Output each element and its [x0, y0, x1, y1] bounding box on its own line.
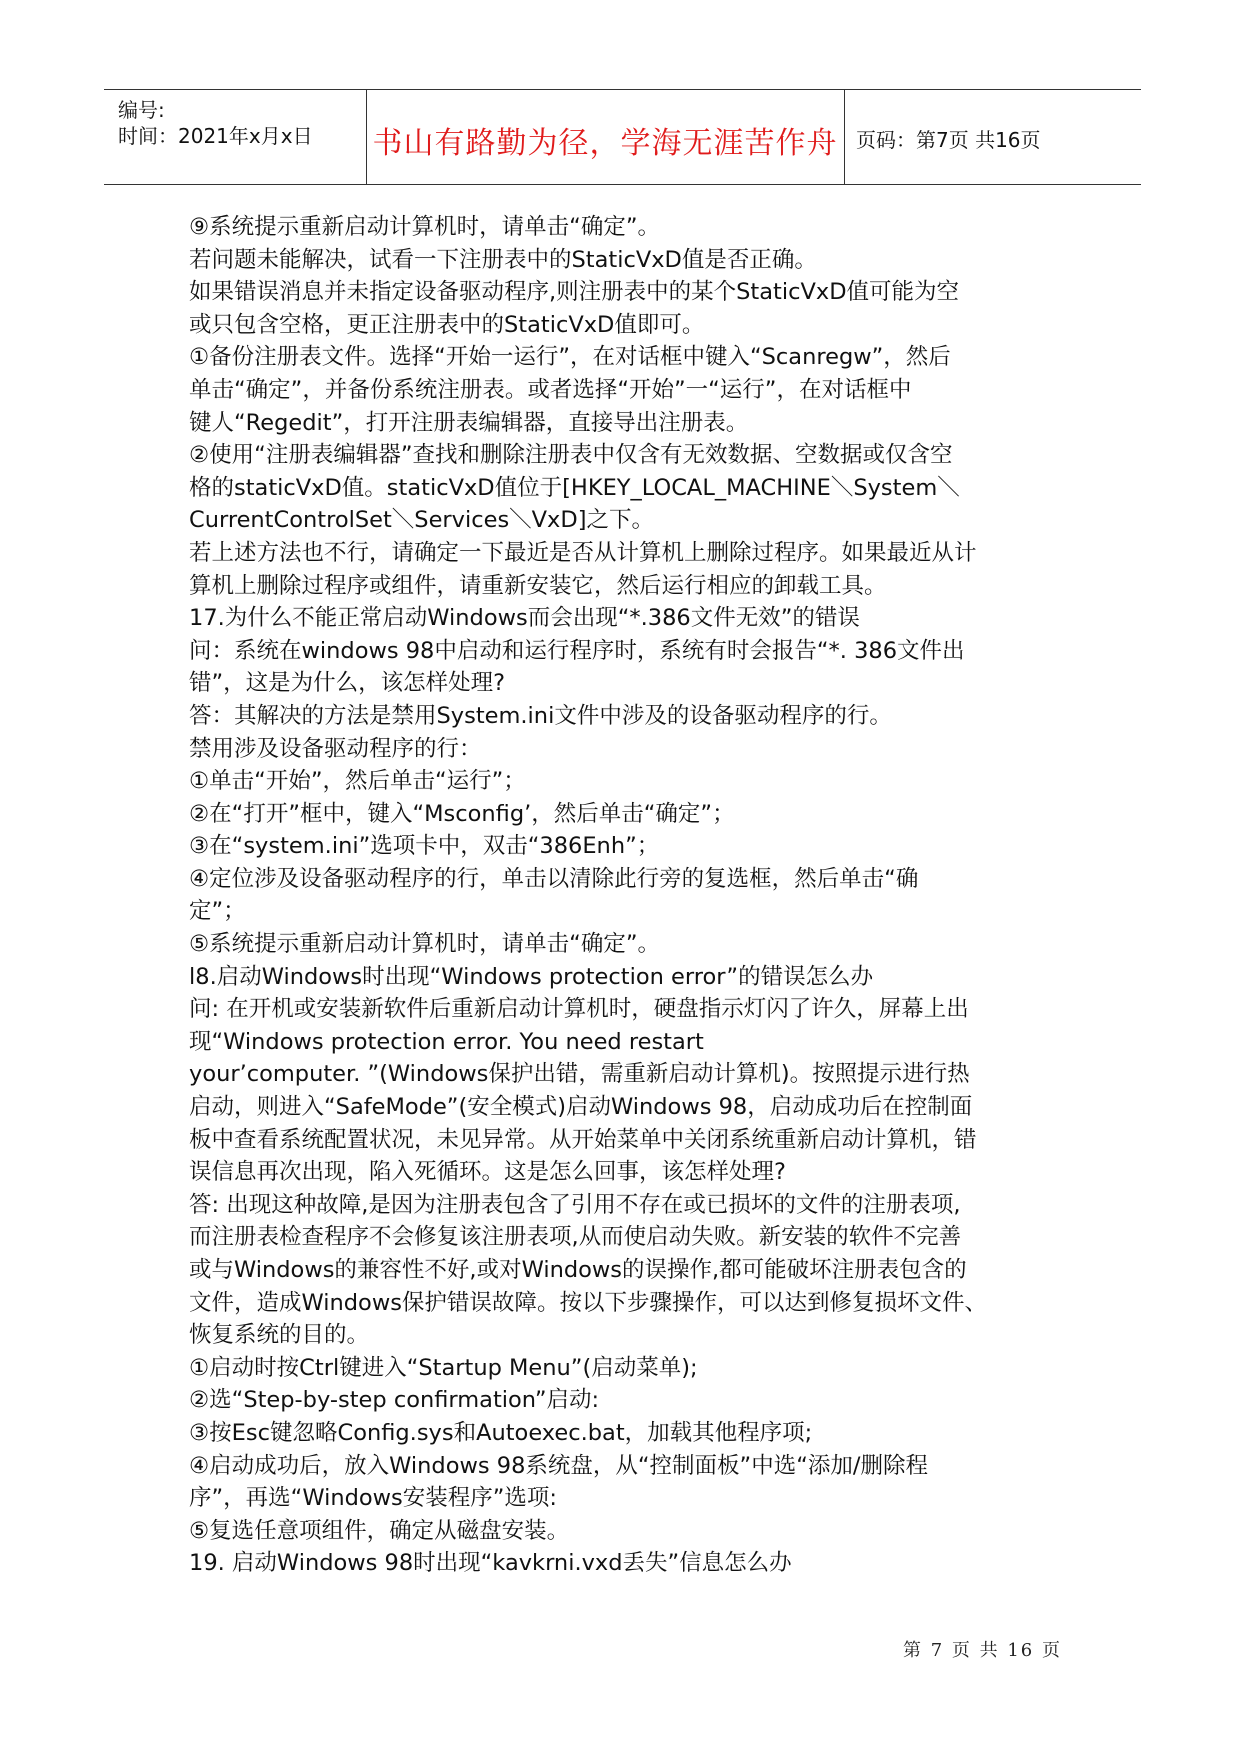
text-line: ①备份注册表文件。选择“开始一运行”，在对话框中键入“Scanregw”，然后 — [189, 344, 951, 371]
text-line: 问：系统在windows 98中启动和运行程序时，系统有时会报告“*. 386文件出 — [189, 637, 965, 664]
text-line: 如果错误消息并未指定设备驱动程序,则注册表中的某个StaticVxD值可能为空 — [189, 279, 960, 306]
text-line: 现“Windows protection error. You need restart — [189, 1028, 704, 1055]
text-line: 文件，造成Windows保护错误故障。按以下步骤操作，可以达到修复损坏文件、 — [189, 1289, 987, 1316]
header-page-number: 页码：第7页 共16页 — [856, 128, 1041, 152]
header-motto-cell — [366, 90, 845, 184]
text-line: 17.为什么不能正常启动Windows而会出现“*.386文件无效”的错误 — [189, 605, 860, 632]
footer-page-number: 第 7 页 共 16 页 — [903, 1640, 1062, 1661]
document-number-label: 编号: — [118, 98, 165, 122]
text-line: 答: 出现这种故障,是因为注册表包含了引用不存在或已损坏的文件的注册表项, — [189, 1191, 961, 1218]
text-line: 格的staticVxD值。staticVxD值位于[HKEY_LOCAL_MACHINE＼System＼ — [189, 474, 960, 501]
header-page-cell — [844, 90, 1141, 184]
text-line: 而注册表检查程序不会修复该注册表项,从而使启动失败。新安装的软件不完善 — [189, 1224, 962, 1251]
header-meta-cell — [104, 90, 367, 184]
text-line: 板中查看系统配置状况，未见异常。从开始菜单中关闭系统重新启动计算机，错 — [189, 1126, 977, 1153]
text-line: 恢复系统的目的。 — [189, 1322, 370, 1349]
text-line: ⑤系统提示重新启动计算机时，请单击“确定”。 — [189, 931, 660, 958]
page-header — [104, 89, 1141, 185]
text-line: 启动，则进入“SafeMode”(安全模式)启动Windows 98，启动成功后在控制面 — [189, 1094, 973, 1121]
text-line: ①单击“开始”，然后单击“运行”； — [189, 768, 526, 795]
text-line: ①启动时按Ctrl键进入“Startup Menu”(启动菜单); — [189, 1354, 698, 1381]
text-line: 错”，这是为什么，该怎样处理? — [189, 670, 506, 697]
text-line: ⑨系统提示重新启动计算机时，请单击“确定”。 — [189, 214, 660, 240]
text-line: 单击“确定”，并备份系统注册表。或者选择“开始”一“运行”，在对话框中 — [189, 376, 912, 403]
text-line: CurrentControlSet＼Services＼VxD]之下。 — [189, 507, 654, 534]
text-line: 或与Windows的兼容性不好,或对Windows的误操作,都可能破坏注册表包含的 — [189, 1257, 967, 1283]
document-body — [189, 211, 1069, 1580]
text-line: 19. 启动Windows 98时出现“kavkrni.vxd丢失”信息怎么办 — [189, 1550, 792, 1577]
text-line: 或只包含空格，更正注册表中的StaticVxD值即可。 — [189, 311, 705, 338]
text-line: ⑤复选任意项组件，确定从磁盘安装。 — [189, 1517, 570, 1544]
text-line: 若问题未能解决，试看一下注册表中的StaticVxD值是否正确。 — [189, 246, 817, 273]
text-line: ②选“Step-by-step confirmation”启动: — [189, 1387, 600, 1414]
header-motto: 书山有路勤为径，学海无涯苦作舟 — [372, 126, 838, 161]
text-line: ④定位涉及设备驱动程序的行，单击以清除此行旁的复选框，然后单击“确 — [189, 865, 919, 892]
text-line: 若上述方法也不行，请确定一下最近是否从计算机上删除过程序。如果最近从计 — [189, 539, 977, 566]
text-line: ④启动成功后，放入Windows 98系统盘，从“控制面板”中选“添加/删除程 — [189, 1452, 928, 1479]
text-line: 禁用涉及设备驱动程序的行： — [189, 735, 482, 762]
text-line: 定”； — [189, 898, 246, 925]
text-line: ③按Esc键忽略Config.sys和Autoexec.bat，加载其他程序项; — [189, 1419, 813, 1446]
text-line: 键人“Regedit”，打开注册表编辑器，直接导出注册表。 — [189, 409, 749, 436]
text-line: ②在“打开”框中，键入“Msconfig’，然后单击“确定”； — [189, 800, 735, 827]
text-line: ②使用“注册表编辑器”查找和删除注册表中仅含有无效数据、空数据或仅含空 — [189, 442, 953, 469]
text-line: your’computer. ”(Windows保护出错，需重新启动计算机)。按照提示进行热 — [189, 1061, 970, 1088]
text-line: ③在“system.ini”选项卡中，双击“386Enh”； — [189, 833, 660, 860]
text-line: 误信息再次出现，陷入死循环。这是怎么回事，该怎样处理? — [189, 1159, 786, 1186]
text-line: 序”，再选“Windows安装程序”选项: — [189, 1485, 557, 1512]
text-line: l8.启动Windows时出现“Windows protection error”的错误怎么办 — [189, 963, 874, 990]
document-time-label: 时间：2021年x月x日 — [118, 124, 313, 148]
text-line: 问: 在开机或安装新软件后重新启动计算机时，硬盘指示灯闪了许久，屏幕上出 — [189, 996, 969, 1023]
text-line: 算机上删除过程序或组件，请重新安装它，然后运行相应的卸载工具。 — [189, 572, 887, 599]
text-line: 答：其解决的方法是禁用System.ini文件中涉及的设备驱动程序的行。 — [189, 702, 892, 729]
